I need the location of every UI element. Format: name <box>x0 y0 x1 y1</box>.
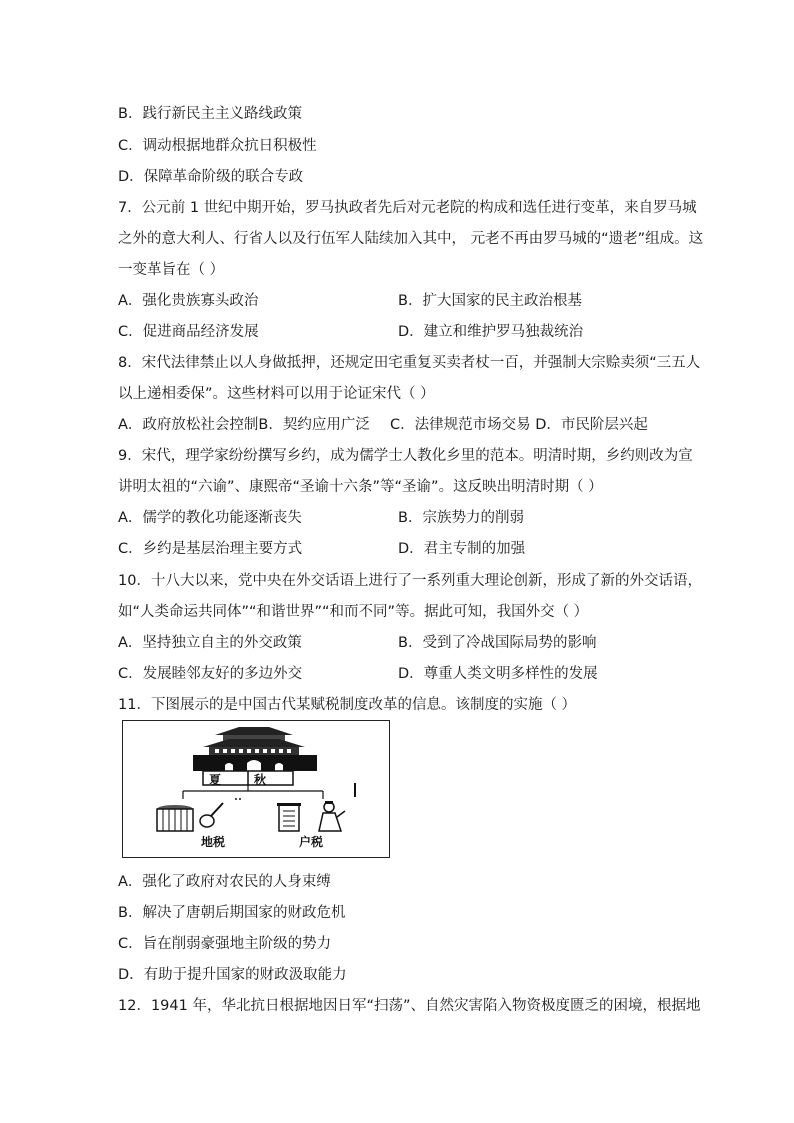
q7-stem-line-3: 一变革旨在（ ） <box>118 262 225 278</box>
q9-option-b[interactable]: B．宗族势力的削弱 <box>398 510 524 526</box>
q7-option-row-1 <box>118 291 582 311</box>
q10-option-c[interactable]: C．发展睦邻友好的多边外交 <box>118 666 303 682</box>
q11-option-b[interactable]: B．解决了唐朝后期国家的财政危机 <box>118 905 346 921</box>
q9-stem-line-2: 讲明太祖的“六谕”、康熙帝“圣谕十六条”等“圣谕”。这反映出明清时期（ ） <box>118 479 603 495</box>
q6-option-d[interactable]: D．保障革命阶级的联合专政 <box>118 169 304 185</box>
q8-options-a-b[interactable]: A．政府放松社会控制B．契约应用广泛 <box>118 417 370 433</box>
q7-option-c[interactable]: C．促进商品经济发展 <box>118 324 259 340</box>
q6-option-b[interactable]: B．践行新民主主义路线政策 <box>118 106 302 122</box>
q10-option-row-2 <box>118 664 598 684</box>
q9-option-a[interactable]: A．儒学的教化功能逐渐丧失 <box>118 510 302 526</box>
q11-option-c[interactable]: C．旨在削弱豪强地主阶级的势力 <box>118 936 332 952</box>
q10-stem-line-2: 如“人类命运共同体”“和谐世界”“和而不同”等。据此可知，我国外交（ ） <box>118 604 589 620</box>
q7-option-a[interactable]: A．强化贵族寡头政治 <box>118 293 259 309</box>
q7-option-b[interactable]: B．扩大国家的民主政治根基 <box>398 293 582 309</box>
q12-stem: 12．1941 年，华北抗日根据地因日军“扫荡”、自然灾害陷入物资极度匮乏的困境，根据地 <box>118 998 701 1014</box>
q9-stem-line-1: 9．宋代，理学家纷纷撰写乡约，成为儒学士人教化乡里的范本。明清时期，乡约则改为宣 <box>118 448 693 464</box>
q11-option-a[interactable]: A．强化了政府对农民的人身束缚 <box>118 874 331 890</box>
q8-stem-line-1: 8．宋代法律禁止以人身做抵押，还规定田宅重复买卖者杖一百，并强制大宗赊卖须“三五人 <box>118 355 701 371</box>
household-tax-label: 户税 <box>299 835 324 849</box>
q7-stem-line-1: 7．公元前 1 世纪中期开始，罗马执政者先后对元老院的构成和选任进行变革，来自罗马城 <box>118 200 697 216</box>
q6-option-c[interactable]: C．调动根据地群众抗日积极性 <box>118 138 317 154</box>
q8-options-c-d[interactable]: C．法律规范市场交易 D．市民阶层兴起 <box>390 417 648 433</box>
q7-option-row-2 <box>118 322 584 342</box>
q10-stem-line-1: 10．十八大以来，党中央在外交话语上进行了一系列重大理论创新，形成了新的外交话语， <box>118 573 702 589</box>
q10-option-d[interactable]: D．尊重人类文明多样性的发展 <box>398 666 598 682</box>
q10-option-b[interactable]: B．受到了冷战国际局势的影响 <box>398 635 597 651</box>
q8-option-row <box>118 415 648 435</box>
q8-stem-line-2: 以上递相委保”。这些材料可以用于论证宋代（ ） <box>118 386 435 402</box>
q11-option-d[interactable]: D．有助于提升国家的财政汲取能力 <box>118 967 347 983</box>
land-tax-label: 地税 <box>201 835 226 849</box>
tax-reform-figure <box>122 720 390 858</box>
q7-stem-line-2: 之外的意大利人、行省人以及行伍军人陆续加入其中， 元老不再由罗马城的“遗老”组成。这 <box>118 231 704 247</box>
q9-option-d[interactable]: D．君主专制的加强 <box>398 541 526 557</box>
summer-label: 夏 <box>209 773 222 787</box>
q11-stem: 11．下图展示的是中国古代某赋税制度改革的信息。该制度的实施（ ） <box>118 697 577 713</box>
q9-option-row-2 <box>118 539 526 559</box>
autumn-label: 秋 <box>254 773 267 787</box>
q10-option-row-1 <box>118 633 597 653</box>
tax-reform-illustration <box>123 721 389 857</box>
q10-option-a[interactable]: A．坚持独立自主的外交政策 <box>118 635 302 651</box>
q9-option-c[interactable]: C．乡约是基层治理主要方式 <box>118 541 303 557</box>
q7-option-d[interactable]: D．建立和维护罗马独裁统治 <box>398 324 584 340</box>
q9-option-row-1 <box>118 508 524 528</box>
